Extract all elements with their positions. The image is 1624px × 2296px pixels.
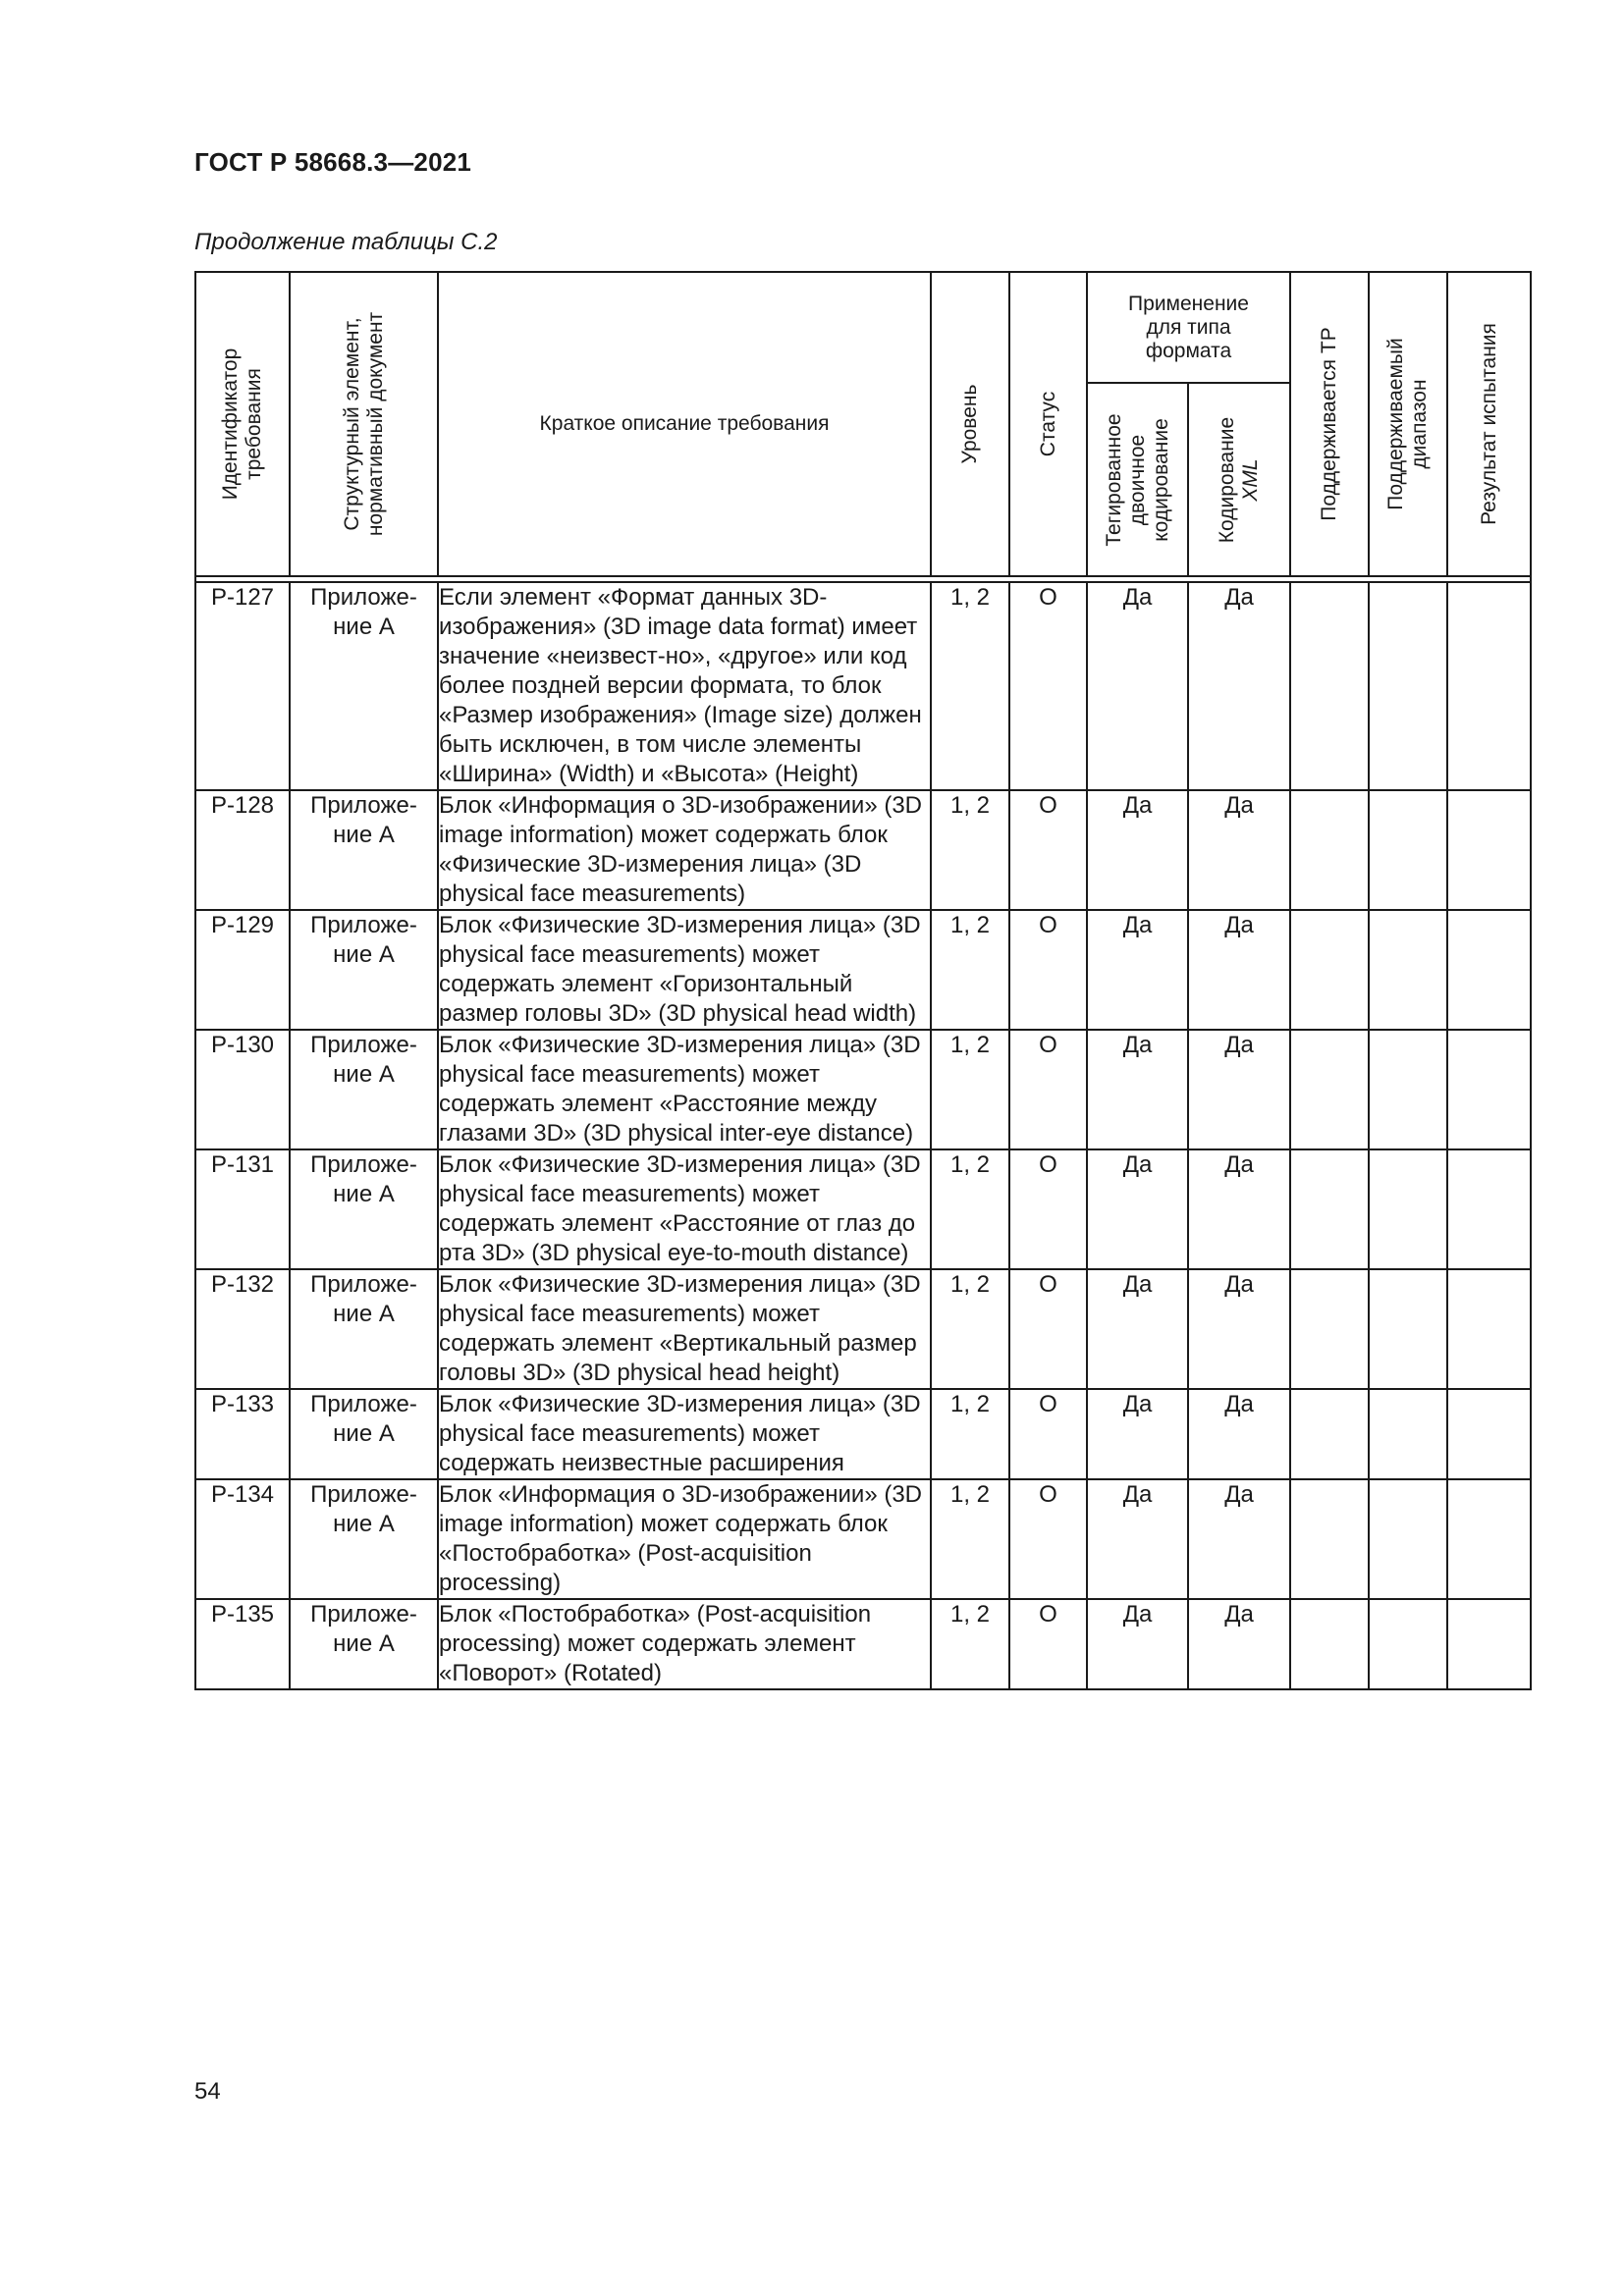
cell-structural-element: Приложе- ние А [290,910,438,1030]
table-caption: Продолжение таблицы С.2 [194,229,498,255]
cell-description: Блок «Информация о 3D-изображении» (3D image information) может содержать блок «Физические 3D-измерения лица» (3D physical face measurements) [438,790,931,910]
cell-id: P-130 [195,1030,290,1149]
cell-structural-element: Приложе- ние А [290,790,438,910]
header-xml-encoding-prefix: Кодирование [1216,416,1238,543]
cell-supported-range [1369,1389,1447,1479]
cell-xml-encoding: Да [1188,790,1290,910]
cell-binary-encoding: Да [1087,790,1188,910]
cell-supported-tp [1290,1389,1369,1479]
cell-status: О [1009,1479,1087,1599]
cell-test-result [1447,1149,1531,1269]
cell-level: 1, 2 [931,910,1009,1030]
header-xml-encoding [1188,383,1290,576]
cell-supported-range [1369,1149,1447,1269]
cell-id: P-133 [195,1389,290,1479]
cell-supported-tp [1290,1269,1369,1389]
cell-binary-encoding: Да [1087,582,1188,790]
cell-id: P-135 [195,1599,290,1689]
cell-status: О [1009,582,1087,790]
cell-test-result [1447,1030,1531,1149]
cell-level: 1, 2 [931,1389,1009,1479]
cell-supported-tp [1290,790,1369,910]
header-supported-tp: Поддерживается ТР [1290,272,1369,576]
header-identifier: Идентификатор требования [195,272,290,576]
cell-binary-encoding: Да [1087,1479,1188,1599]
cell-status: О [1009,1149,1087,1269]
table-body [195,582,1531,1689]
cell-structural-element: Приложе- ние А [290,1599,438,1689]
table-row [195,1389,1531,1479]
table-row [195,1030,1531,1149]
cell-structural-element: Приложе- ние А [290,1479,438,1599]
cell-status: О [1009,1599,1087,1689]
cell-binary-encoding: Да [1087,910,1188,1030]
cell-description: Блок «Физические 3D-измерения лица» (3D physical face measurements) может содержать элемент «Расстояние между глазами 3D» (3D physical inter-eye distance) [438,1030,931,1149]
cell-structural-element: Приложе- ние А [290,1030,438,1149]
header-xml-encoding-suffix: XML [1239,457,1262,502]
cell-status: О [1009,1389,1087,1479]
cell-supported-range [1369,582,1447,790]
cell-test-result [1447,1479,1531,1599]
table-row [195,1269,1531,1389]
cell-status: О [1009,1030,1087,1149]
cell-level: 1, 2 [931,1030,1009,1149]
cell-test-result [1447,582,1531,790]
cell-supported-range [1369,1599,1447,1689]
header-status: Статус [1009,272,1087,576]
cell-description: Блок «Физические 3D-измерения лица» (3D physical face measurements) может содержать элемент «Горизонтальный размер головы 3D» (3D physical head width) [438,910,931,1030]
header-binary-encoding: Тегированное двоичное кодирование [1087,383,1188,576]
cell-xml-encoding: Да [1188,910,1290,1030]
cell-structural-element: Приложе- ние А [290,1389,438,1479]
cell-binary-encoding: Да [1087,1030,1188,1149]
cell-xml-encoding: Да [1188,1149,1290,1269]
cell-supported-tp [1290,1149,1369,1269]
cell-supported-tp [1290,1030,1369,1149]
document-code: ГОСТ Р 58668.3—2021 [194,147,472,177]
cell-supported-tp [1290,910,1369,1030]
cell-test-result [1447,790,1531,910]
table-row [195,1149,1531,1269]
cell-binary-encoding: Да [1087,1269,1188,1389]
cell-description: Блок «Информация о 3D-изображении» (3D image information) может содержать блок «Постобработка» (Post-acquisition processing) [438,1479,931,1599]
cell-id: P-128 [195,790,290,910]
cell-xml-encoding: Да [1188,1599,1290,1689]
cell-level: 1, 2 [931,1269,1009,1389]
header-structural-element: Структурный элемент, нормативный документ [290,272,438,576]
cell-level: 1, 2 [931,1599,1009,1689]
cell-test-result [1447,1389,1531,1479]
cell-supported-range [1369,910,1447,1030]
cell-description: Если элемент «Формат данных 3D-изображения» (3D image data format) имеет значение «неизвест-но», «другое» или код более поздней версии формата, то блок «Размер изображения» (Image size) должен быть исключен, в том числе элементы «Ширина» (Width) и «Высота» (Height) [438,582,931,790]
table-row [195,1479,1531,1599]
table-row [195,790,1531,910]
cell-binary-encoding: Да [1087,1599,1188,1689]
table-row [195,582,1531,790]
header-format-application: Применение для типа формата [1087,272,1290,383]
cell-supported-tp [1290,582,1369,790]
cell-status: О [1009,910,1087,1030]
cell-id: P-134 [195,1479,290,1599]
cell-supported-range [1369,1269,1447,1389]
cell-status: О [1009,790,1087,910]
table-row [195,910,1531,1030]
cell-xml-encoding: Да [1188,1030,1290,1149]
cell-xml-encoding: Да [1188,582,1290,790]
cell-supported-range [1369,1479,1447,1599]
page-number: 54 [194,2078,221,2105]
cell-xml-encoding: Да [1188,1269,1290,1389]
cell-test-result [1447,1269,1531,1389]
header-test-result: Результат испытания [1447,272,1531,576]
cell-supported-tp [1290,1599,1369,1689]
cell-xml-encoding: Да [1188,1389,1290,1479]
header-supported-range: Поддерживаемый диапазон [1369,272,1447,576]
table-header [195,272,1531,582]
cell-id: P-127 [195,582,290,790]
cell-supported-range [1369,790,1447,910]
cell-level: 1, 2 [931,1149,1009,1269]
cell-structural-element: Приложе- ние А [290,1269,438,1389]
cell-xml-encoding: Да [1188,1479,1290,1599]
cell-level: 1, 2 [931,1479,1009,1599]
cell-test-result [1447,1599,1531,1689]
cell-binary-encoding: Да [1087,1149,1188,1269]
header-level: Уровень [931,272,1009,576]
cell-structural-element: Приложе- ние А [290,582,438,790]
requirements-table [194,271,1532,1690]
cell-description: Блок «Физические 3D-измерения лица» (3D physical face measurements) может содержать неизвестные расширения [438,1389,931,1479]
cell-id: P-129 [195,910,290,1030]
cell-level: 1, 2 [931,790,1009,910]
cell-description: Блок «Постобработка» (Post-acquisition processing) может содержать элемент «Поворот» (Rotated) [438,1599,931,1689]
cell-status: О [1009,1269,1087,1389]
header-description: Краткое описание требования [438,272,931,576]
cell-supported-range [1369,1030,1447,1149]
cell-level: 1, 2 [931,582,1009,790]
cell-supported-tp [1290,1479,1369,1599]
cell-binary-encoding: Да [1087,1389,1188,1479]
cell-description: Блок «Физические 3D-измерения лица» (3D physical face measurements) может содержать элемент «Вертикальный размер головы 3D» (3D physical head height) [438,1269,931,1389]
cell-id: P-131 [195,1149,290,1269]
table-row [195,1599,1531,1689]
cell-test-result [1447,910,1531,1030]
cell-structural-element: Приложе- ние А [290,1149,438,1269]
cell-description: Блок «Физические 3D-измерения лица» (3D physical face measurements) может содержать элемент «Расстояние от глаз до рта 3D» (3D physical eye-to-mouth distance) [438,1149,931,1269]
cell-id: P-132 [195,1269,290,1389]
